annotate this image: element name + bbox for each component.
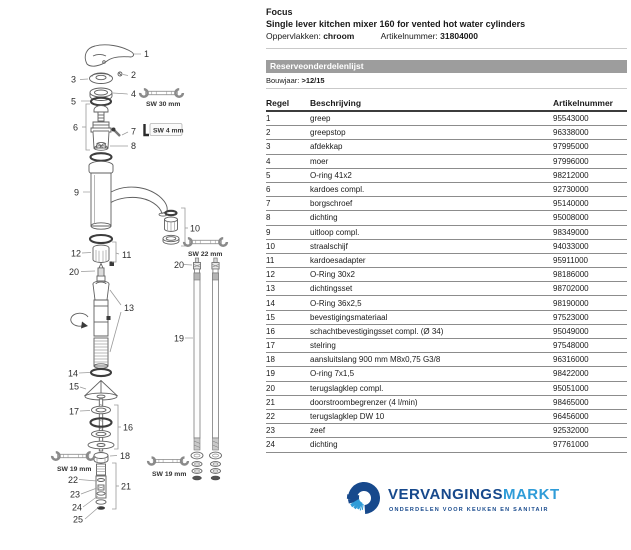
- table-row: [266, 211, 627, 225]
- table-row: [266, 154, 627, 168]
- table-row: [266, 282, 627, 296]
- cell-regel: 24: [266, 438, 310, 452]
- product-subtitle: Single lever kitchen mixer 160 for vented hot water cylinders: [266, 19, 526, 29]
- section-title: Reserveonderdelenlijst: [266, 60, 627, 73]
- callout-11: 11: [122, 250, 132, 260]
- cell-regel: 17: [266, 339, 310, 353]
- cell-artikelnummer: 95008000: [553, 211, 627, 225]
- wrench-icon-sw30: [140, 89, 183, 97]
- part-oring-41x2: [91, 98, 111, 106]
- surface-value: chroom: [323, 31, 355, 41]
- callout-8: 8: [131, 141, 137, 151]
- cell-artikelnummer: 98465000: [553, 395, 627, 409]
- cell-artikelnummer: 94033000: [553, 239, 627, 253]
- table-row: [266, 438, 627, 452]
- part-oring-30x2: [90, 235, 112, 243]
- cell-beschrijving: schachtbevestigingsset compl. (Ø 34): [310, 324, 553, 338]
- part-bevestiging: [85, 381, 117, 400]
- part-greepstop: [118, 72, 122, 76]
- table-row: [266, 424, 627, 438]
- wrench-icon-sw19-right: [148, 458, 188, 465]
- callout-22: 22: [68, 475, 79, 485]
- build-year-label: Bouwjaar:: [266, 76, 300, 85]
- cell-beschrijving: doorstroombegrenzer (4 l/min): [310, 395, 553, 409]
- table-row: [266, 225, 627, 239]
- cell-beschrijving: O-Ring 36x2,5: [310, 296, 553, 310]
- callout-15: 15: [69, 381, 80, 392]
- cell-artikelnummer: 95049000: [553, 324, 627, 338]
- cell-beschrijving: dichting: [310, 438, 553, 452]
- wrench-label-sw19-right: SW 19 mm: [152, 471, 187, 478]
- cell-artikelnummer: 92532000: [553, 424, 627, 438]
- callout-14: 14: [68, 368, 79, 379]
- table-row: [266, 381, 627, 395]
- cell-regel: 3: [266, 140, 310, 154]
- callout-6: 6: [73, 122, 79, 133]
- callout-5: 5: [71, 96, 77, 107]
- brand-tagline: ONDERDELEN VOOR KEUKEN EN SANITAIR: [389, 507, 549, 513]
- part-afdekkap: [90, 73, 113, 84]
- column-header-artikelnummer: Artikelnummer: [553, 95, 627, 111]
- wrench-label-sw19-left: SW 19 mm: [57, 466, 92, 473]
- callout-18: 18: [120, 451, 131, 461]
- cell-artikelnummer: 98212000: [553, 168, 627, 182]
- table-row: [266, 111, 627, 126]
- parts-table-body: [266, 111, 627, 452]
- table-row: [266, 339, 627, 353]
- cell-regel: 19: [266, 367, 310, 381]
- table-row: [266, 395, 627, 409]
- cell-beschrijving: zeef: [310, 424, 553, 438]
- cell-artikelnummer: 95140000: [553, 197, 627, 211]
- cell-artikelnummer: 95911000: [553, 253, 627, 267]
- callout-24: 24: [72, 502, 83, 513]
- brand-part-light: MARKT: [502, 486, 560, 503]
- allen-key-label: [145, 124, 184, 136]
- cell-beschrijving: afdekkap: [310, 140, 553, 154]
- part-stelring: [92, 406, 111, 414]
- table-header-row: [266, 95, 627, 111]
- cell-beschrijving: terugslagklep compl.: [310, 381, 553, 395]
- table-row: [266, 310, 627, 324]
- cell-beschrijving: kardoes compl.: [310, 182, 553, 196]
- cell-regel: 18: [266, 353, 310, 367]
- article-value: 31804000: [440, 31, 478, 41]
- callout-17: 17: [69, 406, 80, 417]
- column-header-beschrijving: Beschrijving: [310, 95, 553, 111]
- build-year: [266, 76, 325, 85]
- cell-beschrijving: dichtingsset: [310, 282, 553, 296]
- callout-19: 19: [174, 333, 185, 344]
- cell-artikelnummer: 97761000: [553, 438, 627, 452]
- cell-regel: 8: [266, 211, 310, 225]
- cell-regel: 21: [266, 395, 310, 409]
- cell-artikelnummer: 98186000: [553, 268, 627, 282]
- brand-wordmark: [388, 486, 560, 503]
- part-oring-36x25: [91, 369, 111, 376]
- table-row: [266, 253, 627, 267]
- callout-23: 23: [70, 489, 81, 500]
- table-row: [266, 296, 627, 310]
- table-row: [266, 239, 627, 253]
- parts-table: [266, 95, 627, 453]
- cell-regel: 22: [266, 409, 310, 423]
- cell-beschrijving: greep: [310, 111, 553, 126]
- cell-beschrijving: greepstop: [310, 126, 553, 140]
- cell-regel: 2: [266, 126, 310, 140]
- brand-part-bold: VERVANGINGS: [388, 486, 503, 503]
- cell-regel: 7: [266, 197, 310, 211]
- cell-artikelnummer: 95543000: [553, 111, 627, 126]
- callout-3: 3: [71, 74, 77, 85]
- cell-regel: 20: [266, 381, 310, 395]
- cell-artikelnummer: 92730000: [553, 182, 627, 196]
- supply-hose: [210, 258, 222, 480]
- cell-artikelnummer: 97548000: [553, 339, 627, 353]
- cell-regel: 6: [266, 182, 310, 196]
- callout-2: 2: [131, 70, 137, 80]
- table-row: [266, 268, 627, 282]
- cell-artikelnummer: 96456000: [553, 409, 627, 423]
- cell-beschrijving: terugslagklep DW 10: [310, 409, 553, 423]
- callout-12: 12: [71, 248, 82, 259]
- cell-artikelnummer: 96338000: [553, 126, 627, 140]
- part-doorstroombegrenzer: [96, 464, 106, 510]
- cell-regel: 15: [266, 310, 310, 324]
- cell-regel: 23: [266, 424, 310, 438]
- product-name: Focus: [266, 7, 293, 17]
- table-row: [266, 182, 627, 196]
- part-uitloop-body: [89, 161, 167, 229]
- part-oring-body: [91, 153, 112, 161]
- cell-beschrijving: uitloop compl.: [310, 225, 553, 239]
- cell-regel: 5: [266, 168, 310, 182]
- cell-regel: 11: [266, 253, 310, 267]
- part-kardoesadapter: [93, 245, 114, 266]
- callout-20-right: 20: [174, 260, 185, 270]
- cell-beschrijving: aansluitslang 900 mm M8x0,75 G3/8: [310, 353, 553, 367]
- callout-25: 25: [73, 514, 84, 525]
- part-handle: [85, 45, 133, 66]
- vervangingsmarkt-logo-icon: [345, 480, 385, 522]
- product-meta: [266, 31, 627, 42]
- cell-regel: 16: [266, 324, 310, 338]
- callout-20-left: 20: [69, 267, 80, 277]
- cell-beschrijving: borgschroef: [310, 197, 553, 211]
- callout-21: 21: [121, 481, 132, 492]
- cell-regel: 14: [266, 296, 310, 310]
- cell-artikelnummer: 95051000: [553, 381, 627, 395]
- part-kardoes: [91, 106, 111, 151]
- table-row: [266, 324, 627, 338]
- wrench-icon-sw19-left: [52, 452, 94, 459]
- part-borgschroef: [112, 128, 121, 137]
- surface-label: Oppervlakken:: [266, 31, 321, 41]
- cell-beschrijving: dichting: [310, 211, 553, 225]
- cell-beschrijving: bevestigingsmateriaal: [310, 310, 553, 324]
- part-aansluit-moer: [94, 453, 108, 464]
- table-row: [266, 197, 627, 211]
- cell-beschrijving: moer: [310, 154, 553, 168]
- wrench-label-sw4: SW 4 mm: [153, 127, 184, 135]
- cell-regel: 13: [266, 282, 310, 296]
- callout-16: 16: [123, 422, 134, 433]
- callout-13: 13: [124, 303, 135, 313]
- cell-artikelnummer: 97523000: [553, 310, 627, 324]
- table-row: [266, 367, 627, 381]
- article-label: Artikelnummer:: [380, 31, 438, 41]
- cell-beschrijving: O-ring 41x2: [310, 168, 553, 182]
- cell-artikelnummer: 98702000: [553, 282, 627, 296]
- table-row: [266, 126, 627, 140]
- cell-regel: 10: [266, 239, 310, 253]
- divider: [266, 48, 627, 49]
- callout-1: 1: [144, 49, 150, 59]
- callout-9: 9: [74, 187, 80, 198]
- cell-regel: 4: [266, 154, 310, 168]
- exploded-diagram: [0, 0, 262, 550]
- wrench-label-sw22: SW 22 mm: [188, 251, 223, 258]
- wrench-label-sw30: SW 30 mm: [146, 101, 181, 108]
- cell-artikelnummer: 97996000: [553, 154, 627, 168]
- cell-artikelnummer: 96316000: [553, 353, 627, 367]
- table-row: [266, 353, 627, 367]
- callout-10: 10: [190, 223, 201, 234]
- divider: [266, 88, 627, 89]
- wrench-icon-sw22: [184, 238, 227, 246]
- part-terugslagklep: [97, 264, 105, 282]
- table-row: [266, 168, 627, 182]
- cell-regel: 1: [266, 111, 310, 126]
- cell-artikelnummer: 98349000: [553, 225, 627, 239]
- table-row: [266, 140, 627, 154]
- part-schacht: [93, 281, 111, 368]
- cell-artikelnummer: 97995000: [553, 140, 627, 154]
- cell-regel: 9: [266, 225, 310, 239]
- cell-beschrijving: stelring: [310, 339, 553, 353]
- callout-4: 4: [131, 89, 137, 99]
- rotation-arrow-icon: [71, 313, 88, 328]
- cell-beschrijving: O-ring 7x1,5: [310, 367, 553, 381]
- column-header-regel: Regel: [266, 95, 310, 111]
- cell-beschrijving: straalschijf: [310, 239, 553, 253]
- cell-artikelnummer: 98190000: [553, 296, 627, 310]
- callout-7: 7: [131, 126, 137, 137]
- cell-beschrijving: kardoesadapter: [310, 253, 553, 267]
- build-year-value: >12/15: [301, 76, 325, 85]
- table-row: [266, 409, 627, 423]
- cell-regel: 12: [266, 268, 310, 282]
- supply-hose: [191, 258, 203, 480]
- cell-artikelnummer: 98422000: [553, 367, 627, 381]
- cell-beschrijving: O-Ring 30x2: [310, 268, 553, 282]
